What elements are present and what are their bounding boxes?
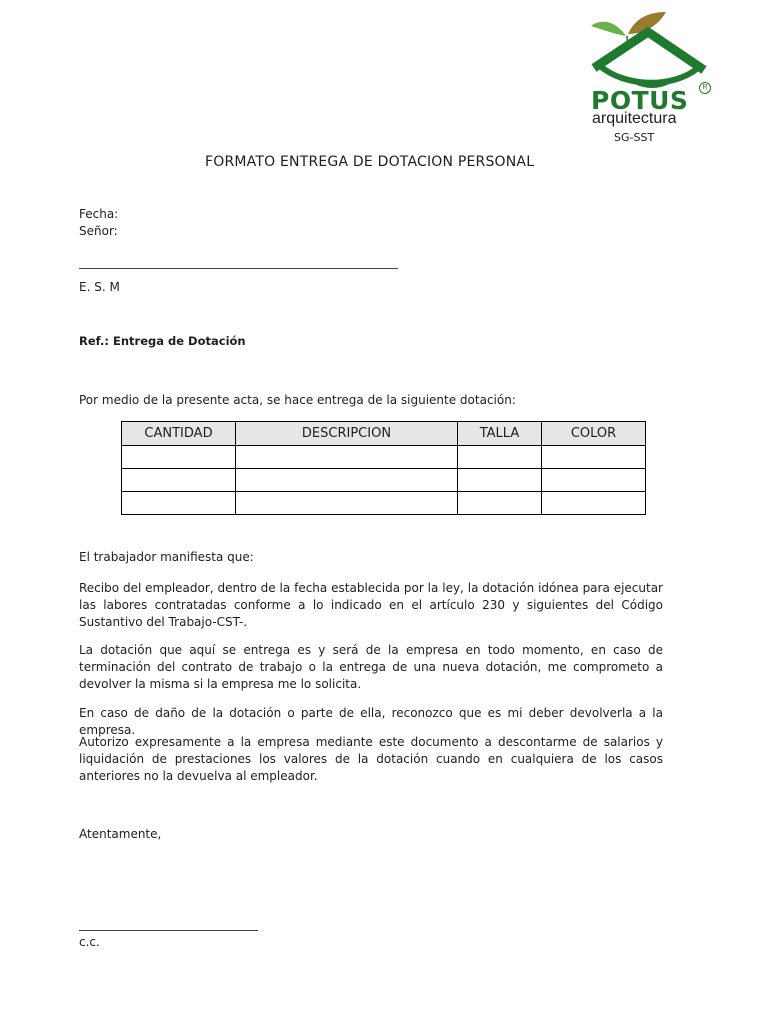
table-cell[interactable]	[122, 469, 236, 492]
worker-states-text: El trabajador manifiesta que:	[79, 550, 254, 564]
table-cell[interactable]	[542, 446, 646, 469]
worker-signature-line	[79, 930, 258, 931]
table-row	[122, 446, 646, 469]
reference-line: Ref.: Entrega de Dotación	[79, 334, 246, 348]
paragraph-damage: En caso de daño de la dotación o parte de ella, reconozco que es mi deber devolverla a la empresa.	[79, 706, 663, 737]
fecha-label: Fecha:	[79, 207, 119, 221]
header-talla: TALLA	[458, 422, 542, 446]
table-cell[interactable]	[122, 492, 236, 515]
document-title: FORMATO ENTREGA DE DOTACION PERSONAL	[205, 154, 535, 170]
esm-text: E. S. M	[79, 280, 120, 294]
table-cell[interactable]	[236, 469, 458, 492]
table-cell[interactable]	[236, 446, 458, 469]
table-cell[interactable]	[122, 446, 236, 469]
table-cell[interactable]	[458, 469, 542, 492]
header-cantidad: CANTIDAD	[122, 422, 236, 446]
company-logo	[586, 8, 716, 148]
paragraph-ownership: La dotación que aquí se entrega es y será de la empresa en todo momento, en caso de terminación del contrato de trabajo o la entrega de una nueva dotación, me comprometo a devolver la misma si la empresa me lo solicita.	[79, 643, 663, 691]
addressee-signature-line	[79, 268, 398, 269]
table-header-row	[122, 422, 646, 446]
cc-label: c.c.	[79, 935, 100, 949]
brand-name: POTUS	[591, 86, 689, 115]
paragraph-authorization: Autorizo expresamente a la empresa mediante este documento a descontarme de salarios y liquidación de prestaciones los valores de la dotación cuando en cualquiera de los casos anteriores no la devuelva al empleador.	[79, 735, 663, 783]
table-row	[122, 469, 646, 492]
closing-text: Atentamente,	[79, 827, 162, 841]
table-cell[interactable]	[458, 446, 542, 469]
table-row	[122, 492, 646, 515]
table-cell[interactable]	[542, 492, 646, 515]
intro-text: Por medio de la presente acta, se hace entrega de la siguiente dotación:	[79, 393, 516, 407]
paragraph-receipt: Recibo del empleador, dentro de la fecha establecida por la ley, la dotación idónea para ejecutar las labores contratadas conforme a lo indicado en el artículo 230 y siguientes del Código Sustantivo del Trabajo-CST-.	[79, 581, 663, 629]
header-descripcion: DESCRIPCION	[236, 422, 458, 446]
header-color: COLOR	[542, 422, 646, 446]
brand-subtitle: arquitectura	[592, 110, 677, 127]
senor-label: Señor:	[79, 224, 118, 238]
table-cell[interactable]	[236, 492, 458, 515]
table-cell[interactable]	[458, 492, 542, 515]
dotation-table	[121, 421, 646, 515]
table-cell[interactable]	[542, 469, 646, 492]
house-leaves-icon	[586, 8, 716, 92]
management-system-label: SG-SST	[614, 131, 655, 144]
registered-mark: R	[699, 82, 711, 94]
